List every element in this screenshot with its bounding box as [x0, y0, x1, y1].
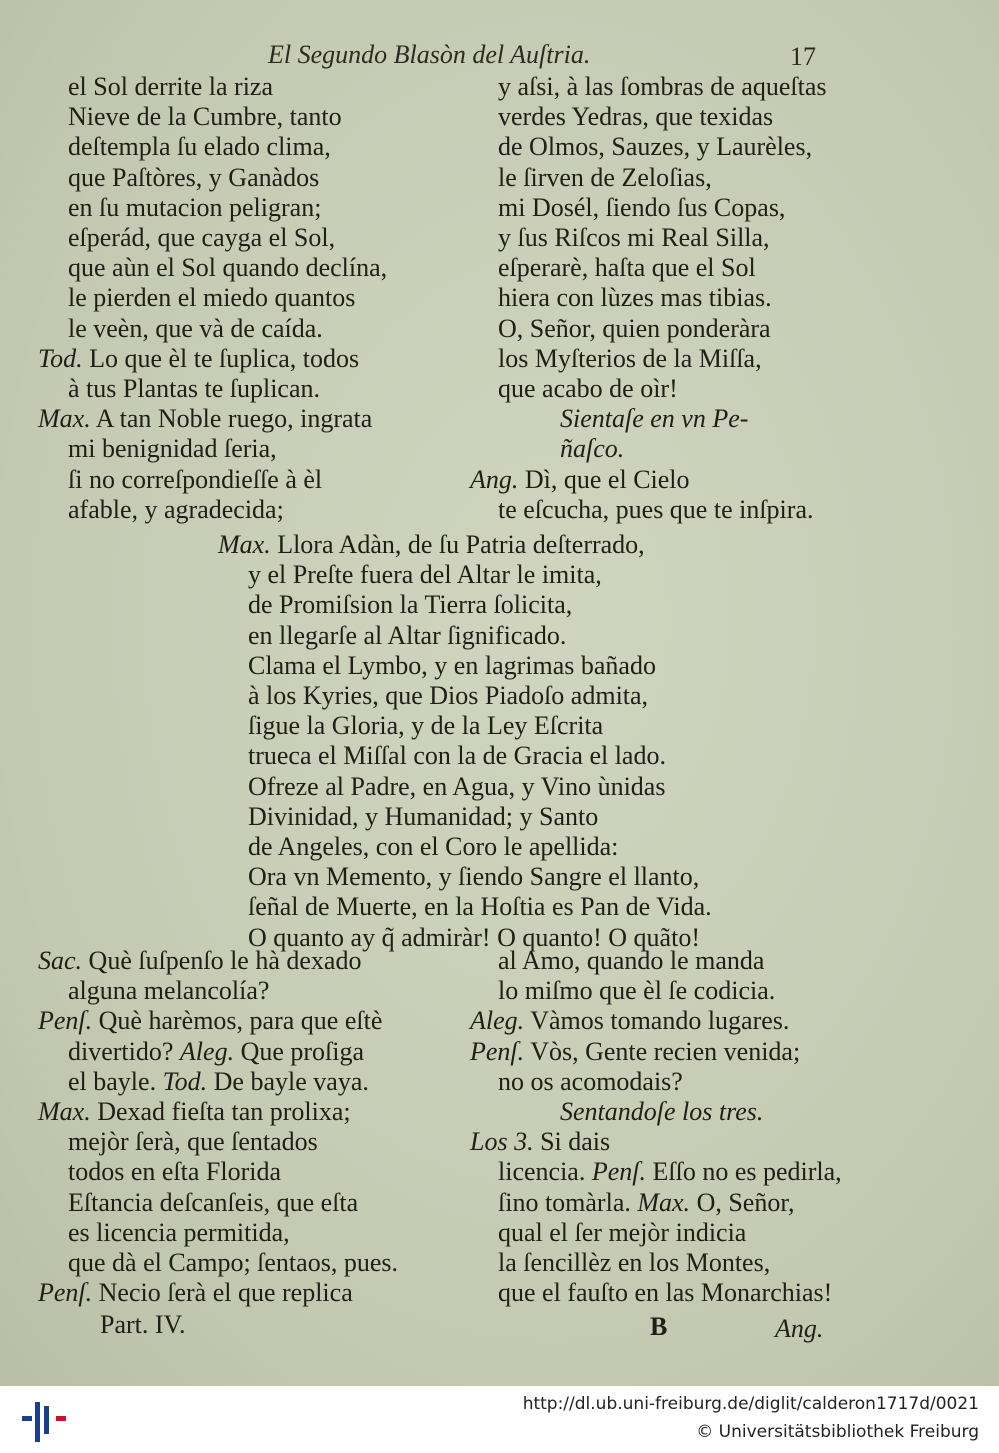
copyright-notice: © Universitätsbibliothek Freiburg [696, 1422, 979, 1442]
verse-text-line: Lo que èl te ſuplica, todos [89, 343, 360, 373]
verse-text-line: al Amo, quando le manda [498, 946, 765, 975]
verse-line [498, 223, 770, 253]
verse-line [38, 1278, 353, 1308]
verse-text-line: De bayle vaya. [213, 1066, 369, 1096]
verse-line [470, 1037, 800, 1067]
verse-text-line: Ora vn Memento, y ſiendo Sangre el llanto, [248, 862, 700, 892]
verse-line [498, 976, 775, 1006]
verse-text-line: que aùn el Sol quando declína, [68, 253, 388, 283]
speaker-name: Max. [218, 530, 271, 559]
verse-line [498, 1248, 770, 1278]
verse-text-line: à tus Plantas te ſuplican. [68, 374, 321, 403]
verse-line [68, 495, 284, 525]
verse-text-line: Necio ſerà el que replica [98, 1278, 353, 1308]
verse-line [560, 404, 748, 434]
verse-text-line: le pierden el miedo quantos [68, 283, 356, 313]
verse-line [68, 283, 355, 313]
verse-text-line: A tan Noble ruego, ingrata [95, 404, 373, 434]
verse-line [68, 1037, 364, 1067]
verse-text-line: de Promiſsion la Tierra ſolicita, [248, 590, 573, 620]
stage-direction: ñaſco. [560, 434, 625, 464]
verse-text-line: licencia. [498, 1157, 586, 1187]
verse-text-line: afable, y agradecida; [68, 494, 284, 524]
verse-line [248, 651, 656, 681]
verse-line [498, 314, 771, 344]
verse-line [68, 1218, 290, 1248]
verse-text-line: y el Preſte fuera del Altar le imita, [248, 560, 602, 590]
verse-line [560, 1097, 763, 1127]
verse-line [38, 404, 372, 434]
verse-text-line: ſino tomàrla. [498, 1187, 631, 1217]
verse-line [498, 193, 785, 223]
verse-line [248, 560, 602, 590]
verse-text-line: le veèn, que và de caída. [68, 313, 323, 343]
verse-line [68, 465, 322, 495]
verse-text-line: Vòs, Gente recien venida; [530, 1036, 801, 1066]
verse-text-line: ſeñal de Muerte, en la Hoſtia es Pan de Vida. [248, 892, 712, 922]
verse-line [498, 1218, 746, 1248]
verse-text-line: Dexad fieſta tan prolixa; [97, 1097, 351, 1126]
verse-text-line: el bayle. [68, 1066, 157, 1096]
university-logo-icon [22, 1394, 66, 1444]
verse-text-line: Eſtancia deſcanſeis, que eſta [68, 1187, 359, 1217]
speaker-name: Aleg. [470, 1006, 525, 1036]
verse-text-line: Nieve de la Cumbre, tanto [68, 102, 342, 132]
verse-line [498, 1157, 842, 1187]
verse-text-line: en ſu mutacion peligran; [68, 192, 322, 222]
speaker-name: Penſ. [470, 1036, 525, 1066]
verse-text-line: Què harèmos, para que eſtè [98, 1006, 383, 1036]
verse-text-line: Dì, que el Cielo [524, 464, 690, 494]
verse-text-line: alguna melancolía? [68, 976, 270, 1006]
speaker-name: Ang. [470, 464, 519, 494]
verse-line [498, 132, 812, 162]
verse-line [68, 374, 320, 404]
verse-line [248, 892, 712, 922]
verse-line [68, 314, 323, 344]
speaker-name: Max. [637, 1187, 691, 1217]
verse-line [68, 253, 387, 283]
verse-line [68, 223, 335, 253]
verse-text-line: divertido? [68, 1036, 174, 1066]
verse-line [248, 621, 566, 651]
verse-line [248, 711, 603, 741]
speaker-name: Penſ. [38, 1006, 93, 1036]
verse-line [68, 72, 273, 102]
page-number: 17 [790, 42, 816, 71]
verse-text-line: no os acomodais? [498, 1066, 683, 1096]
verse-line [68, 1188, 358, 1218]
verse-text-line: O quanto ay q̃ admiràr! O quanto! O quãto! [248, 922, 700, 952]
verse-text-line: el Sol derrite la riza [68, 72, 274, 101]
verse-text-line: Divinidad, y Humanidad; y Santo [248, 801, 599, 831]
verse-text-line: mejòr ſerà, que ſentados [68, 1127, 318, 1157]
verse-line [248, 681, 648, 711]
verse-line [68, 132, 331, 162]
speaker-name: Penſ. [38, 1278, 93, 1308]
footer-bar [0, 1386, 999, 1453]
verse-text-line: eſperád, que cayga el Sol, [68, 223, 336, 252]
verse-text-line: que Paſtòres, y Ganàdos [68, 162, 320, 192]
verse-text-line: de Angeles, con el Coro le apellida: [248, 832, 619, 861]
verse-line [498, 1067, 683, 1097]
verse-text-line: te eſcucha, pues que te inſpira. [498, 494, 814, 524]
speaker-name: Penſ. [591, 1157, 646, 1187]
speaker-name: Max. [38, 1097, 91, 1126]
verse-text-line: verdes Yedras, que texidas [498, 102, 774, 132]
verse-text-line: Que proſiga [240, 1036, 365, 1066]
verse-line [68, 434, 277, 464]
speaker-name: Max. [38, 404, 91, 434]
verse-line [38, 1097, 351, 1127]
verse-text-line: y aſsi, à las ſombras de aqueſtas [498, 72, 827, 101]
verse-text-line: O, Señor, quien ponderàra [498, 313, 771, 343]
verse-line [248, 590, 572, 620]
verse-line [248, 832, 618, 862]
signature-mark: B [650, 1312, 668, 1341]
verse-text-line: que acabo de oìr! [498, 374, 678, 403]
part-label: Part. IV. [100, 1310, 186, 1339]
verse-text-line: mi Dosél, ſiendo ſus Copas, [498, 192, 786, 222]
verse-text-line: los Myſterios de la Miſſa, [498, 343, 762, 373]
verse-text-line: de Olmos, Sauzes, y Laurèles, [498, 132, 813, 162]
stage-direction: Sientaſe en vn Pe- [560, 404, 749, 434]
verse-line [498, 374, 678, 404]
verse-line [68, 1067, 369, 1097]
verse-line [248, 741, 666, 771]
verse-line [470, 1006, 789, 1036]
verse-text-line: hiera con lùzes mas tibias. [498, 283, 772, 313]
verse-line [248, 862, 699, 892]
source-url[interactable]: http://dl.ub.uni-freiburg.de/diglit/calderon1717d/0021 [522, 1394, 979, 1414]
verse-line [498, 946, 764, 976]
verse-text-line: en llegarſe al Altar ſignificado. [248, 620, 567, 650]
verse-text-line: deſtempla ſu elado clima, [68, 132, 331, 162]
verse-text-line: ſigue la Gloria, y de la Ley Eſcrita [248, 711, 604, 741]
speaker-name: Los 3. [470, 1127, 534, 1157]
verse-text-line: lo miſmo que èl ſe codicia. [498, 976, 776, 1006]
verse-text-line: todos en eſta Florida [68, 1157, 282, 1187]
verse-line [248, 802, 598, 832]
verse-line [498, 72, 827, 102]
verse-line [498, 1188, 794, 1218]
verse-text-line: le ſirven de Zeloſias, [498, 162, 712, 192]
verse-line [218, 530, 645, 560]
verse-text-line: qual el ſer mejòr indicia [498, 1217, 747, 1247]
verse-text-line: eſperarè, haſta que el Sol [498, 253, 756, 283]
verse-line [68, 163, 319, 193]
verse-line [470, 465, 690, 495]
verse-line [68, 1248, 398, 1278]
verse-text-line: que dà el Campo; ſentaos, pues. [68, 1248, 398, 1277]
verse-text-line: Clama el Lymbo, y en lagrimas bañado [248, 650, 656, 680]
speaker-name: Sac. [38, 946, 83, 975]
verse-line [470, 1127, 610, 1157]
verse-text-line: Què ſuſpenſo le hà dexado [88, 946, 362, 975]
verse-text-line: mi benignidad ſeria, [68, 434, 277, 464]
verse-text-line: Si dais [540, 1127, 611, 1157]
verse-line [68, 1157, 281, 1187]
verse-line [560, 434, 624, 464]
verse-text-line: Vàmos tomando lugares. [530, 1006, 790, 1036]
verse-text-line: O, Señor, [696, 1187, 795, 1217]
verse-line [68, 102, 342, 132]
speaker-name: Tod. [38, 343, 83, 373]
verse-line [498, 1278, 832, 1308]
verse-text-line: que el fauſto en las Monarchias! [498, 1278, 833, 1308]
verse-line [68, 193, 321, 223]
stage-direction: Sentandoſe los tres. [560, 1097, 764, 1126]
verse-text-line: y ſus Riſcos mi Real Silla, [498, 223, 770, 252]
verse-line [498, 102, 773, 132]
verse-line [68, 1127, 318, 1157]
verse-line [498, 344, 762, 374]
verse-line [498, 283, 772, 313]
verse-text-line: la ſencillèz en los Montes, [498, 1248, 771, 1277]
verse-line [38, 344, 359, 374]
speaker-name: Tod. [162, 1066, 208, 1096]
verse-text-line: ſi no correſpondieſſe à èl [68, 464, 323, 494]
verse-line [38, 1006, 382, 1036]
speaker-name: Aleg. [179, 1036, 235, 1066]
verse-text-line: es licencia permitida, [68, 1217, 290, 1247]
verse-text-line: Llora Adàn, de ſu Patria deſterrado, [277, 530, 645, 559]
verse-line [498, 495, 813, 525]
verse-line [248, 772, 665, 802]
verse-text-line: Eſſo no es pedirla, [652, 1157, 842, 1187]
verse-text-line: trueca el Miſſal con la de Gracia el lado. [248, 741, 666, 771]
catchword: Ang. [775, 1314, 824, 1343]
verse-line [68, 976, 269, 1006]
verse-line [498, 253, 756, 283]
verse-line [498, 163, 712, 193]
verse-text-line: Ofreze al Padre, en Agua, y Vino ùnidas [248, 771, 666, 801]
running-head-title: El Segundo Blasòn del Auſtria. [268, 40, 591, 69]
verse-text-line: à los Kyries, que Dios Piadoſo admita, [248, 681, 649, 710]
verse-line [38, 946, 361, 976]
